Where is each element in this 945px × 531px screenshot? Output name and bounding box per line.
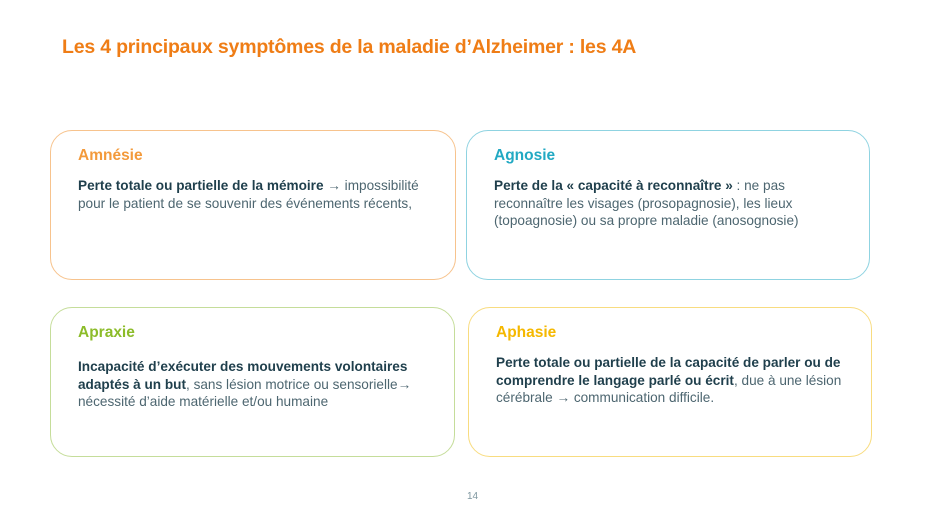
card-regular-text: , sans lésion motrice ou sensorielle→ nécessité d’aide matérielle et/ou humaine [78,376,412,409]
card-title-aphasie: Aphasie [496,324,557,341]
card-text-agnosie [494,177,851,230]
card-amnesie [50,130,456,280]
card-agnosie [466,130,870,280]
card-bold-text: Perte de la « capacité à reconnaître » [494,178,733,193]
card-aphasie [468,307,872,457]
card-text-aphasie [496,354,853,407]
card-text-amnesie [78,177,437,212]
card-apraxie [50,307,455,457]
card-regular-text: : ne pas reconnaître les visages (prosopagnosie), les lieux (topoagnosie) ou sa propre maladie (anosognosie) [494,178,799,228]
card-bold-text: Incapacité d’exécuter des mouvements volontaires adaptés à un but [78,359,408,392]
card-regular-text: → impossibilité pour le patient de se souvenir des événements récents, [78,178,419,211]
card-title-amnesie: Amnésie [78,147,143,164]
card-regular-text: , due à une lésion cérébrale → communication difficile. [496,372,842,405]
slide-title: Les 4 principaux symptômes de la maladie d’Alzheimer : les 4A [62,36,637,58]
card-text-apraxie [78,358,436,411]
card-title-agnosie: Agnosie [494,147,556,164]
card-title-apraxie: Apraxie [78,324,135,341]
card-bold-text: Perte totale ou partielle de la mémoire [78,178,324,193]
card-bold-text: Perte totale ou partielle de la capacité de parler ou de comprendre le langage parlé ou écrit [496,355,841,388]
page-number: 14 [467,491,479,502]
